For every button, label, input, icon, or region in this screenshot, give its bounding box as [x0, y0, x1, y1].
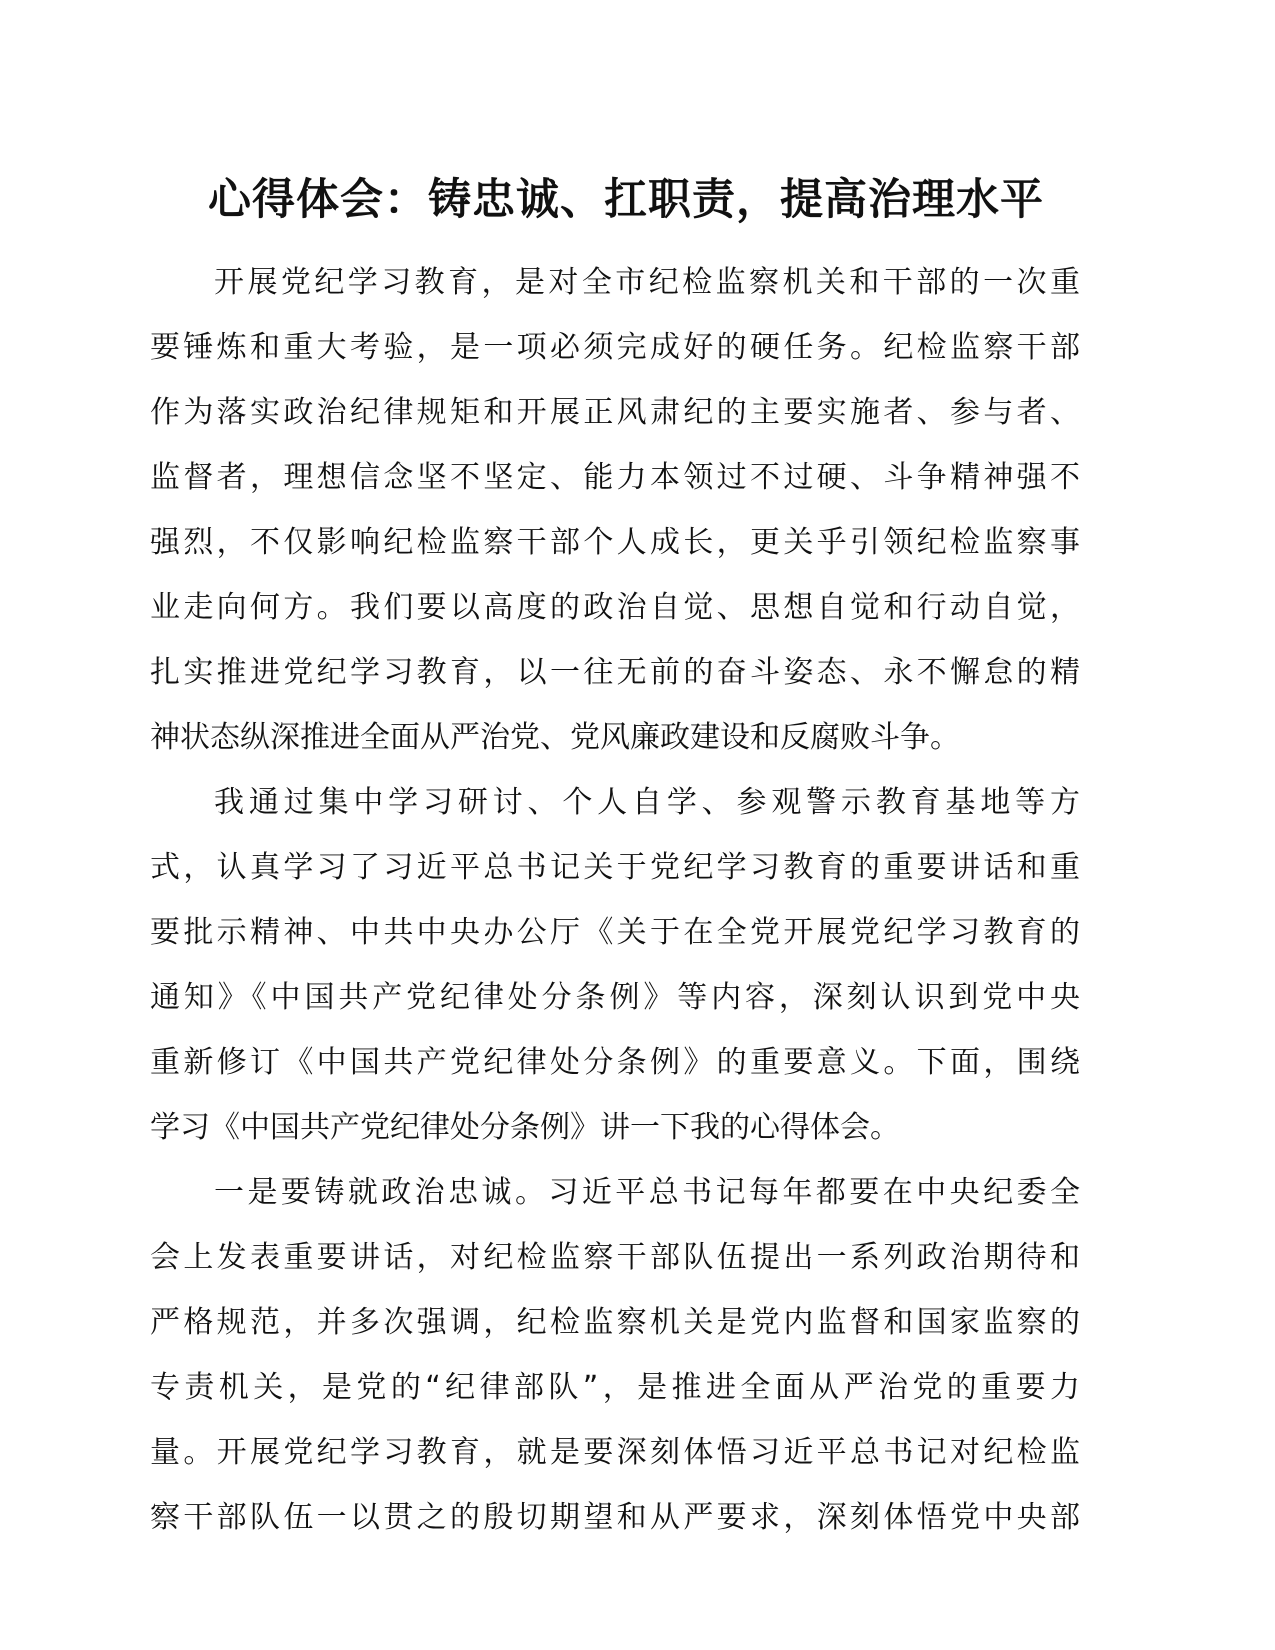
- paragraph-line: 量。开展党纪学习教育，就是要深刻体悟习近平总书记对纪检监: [150, 1435, 1080, 1470]
- paragraph-line: 专责机关，是党的“纪律部队”，是推进全面从严治党的重要力: [150, 1370, 1080, 1405]
- paragraph-line: 察干部队伍一以贯之的殷切期望和从严要求，深刻体悟党中央部: [150, 1500, 1080, 1535]
- paragraph-line: 要批示精神、中共中央办公厅《关于在全党开展党纪学习教育的: [150, 915, 1080, 950]
- document-title: 心得体会：铸忠诚、扛职责，提高治理水平: [208, 175, 1044, 225]
- paragraph-line: 一是要铸就政治忠诚。习近平总书记每年都要在中央纪委全: [214, 1175, 1080, 1210]
- paragraph-line: 学习《中国共产党纪律处分条例》讲一下我的心得体会。: [150, 1110, 900, 1145]
- paragraph-line: 强烈，不仅影响纪检监察干部个人成长，更关乎引领纪检监察事: [150, 525, 1080, 560]
- paragraph-2: [150, 770, 1080, 1160]
- paragraph-line: 重新修订《中国共产党纪律处分条例》的重要意义。下面，围绕: [150, 1045, 1080, 1080]
- paragraph-line: 监督者，理想信念坚不坚定、能力本领过不过硬、斗争精神强不: [150, 460, 1080, 495]
- paragraph-line: 扎实推进党纪学习教育，以一往无前的奋斗姿态、永不懈怠的精: [150, 655, 1080, 690]
- paragraph-line: 业走向何方。我们要以高度的政治自觉、思想自觉和行动自觉，: [150, 590, 1080, 625]
- paragraph-line: 式，认真学习了习近平总书记关于党纪学习教育的重要讲话和重: [150, 850, 1080, 885]
- paragraph-line: 严格规范，并多次强调，纪检监察机关是党内监督和国家监察的: [150, 1305, 1080, 1340]
- paragraph-line: 神状态纵深推进全面从严治党、党风廉政建设和反腐败斗争。: [150, 720, 960, 755]
- paragraph-line: 通知》《中国共产党纪律处分条例》等内容，深刻认识到党中央: [150, 980, 1080, 1015]
- paragraph-line: 开展党纪学习教育，是对全市纪检监察机关和干部的一次重: [214, 265, 1080, 300]
- document-body: [150, 250, 1080, 1550]
- paragraph-line: 作为落实政治纪律规矩和开展正风肃纪的主要实施者、参与者、: [150, 395, 1080, 430]
- paragraph-line: 要锤炼和重大考验，是一项必须完成好的硬任务。纪检监察干部: [150, 330, 1080, 365]
- paragraph-3: [150, 1160, 1080, 1550]
- paragraph-line: 会上发表重要讲话，对纪检监察干部队伍提出一系列政治期待和: [150, 1240, 1080, 1275]
- paragraph-1: [150, 250, 1080, 770]
- paragraph-line: 我通过集中学习研讨、个人自学、参观警示教育基地等方: [214, 785, 1080, 820]
